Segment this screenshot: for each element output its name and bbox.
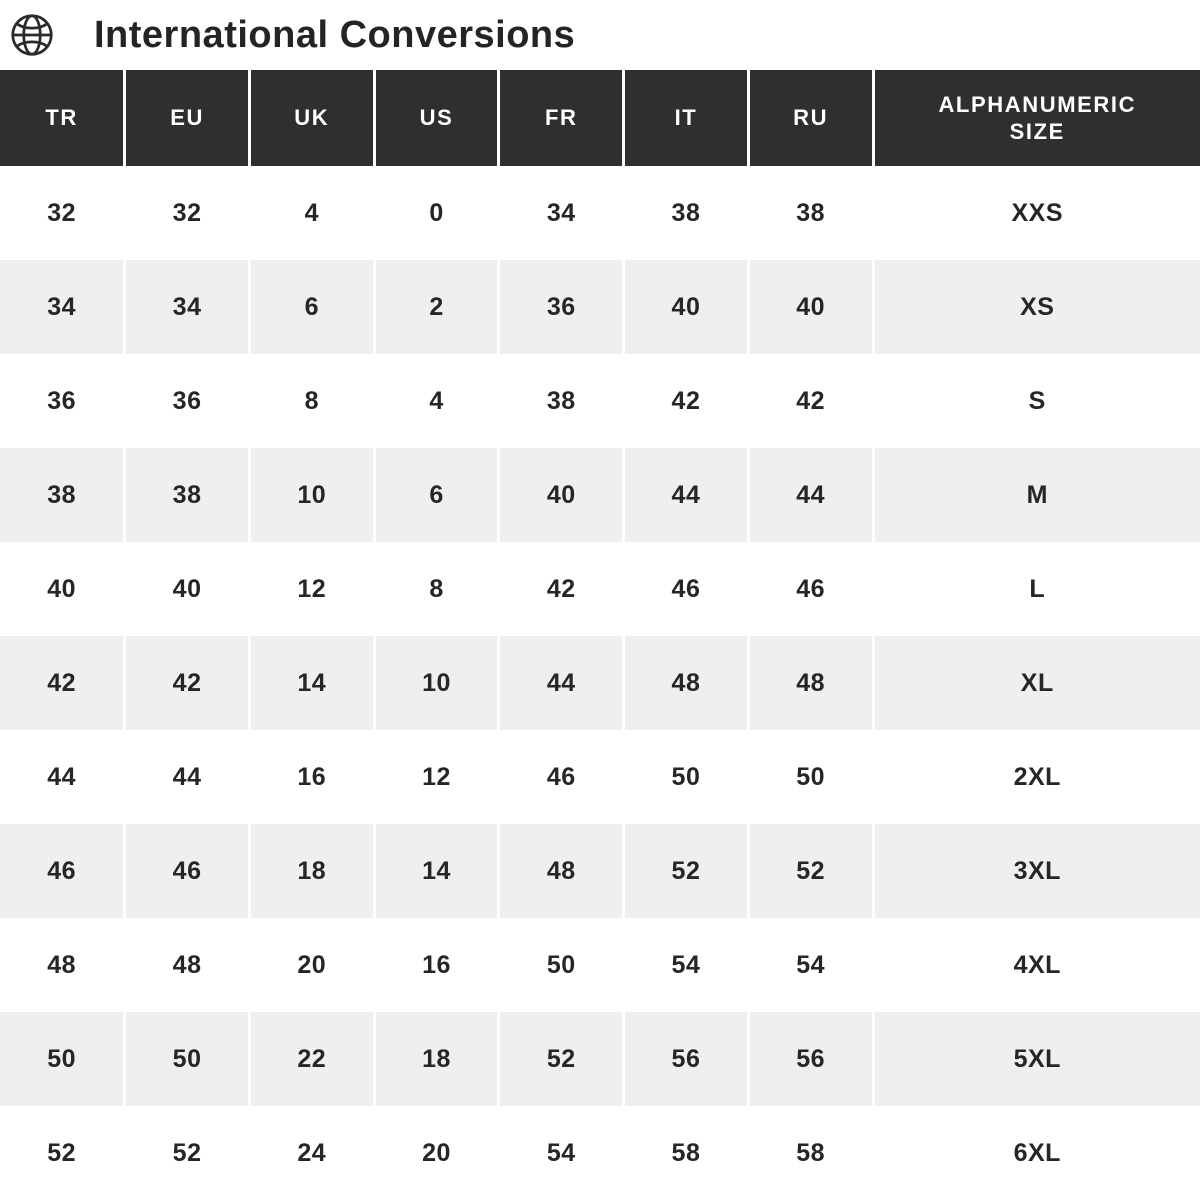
column-header-fr: FR xyxy=(499,70,624,166)
column-header-us: US xyxy=(374,70,499,166)
cell-uk: 20 xyxy=(249,918,374,1012)
cell-uk: 24 xyxy=(249,1106,374,1200)
cell-alpha: L xyxy=(873,542,1200,636)
cell-eu: 40 xyxy=(125,542,250,636)
table-row xyxy=(0,730,1200,824)
table-row xyxy=(0,542,1200,636)
cell-us: 18 xyxy=(374,1012,499,1106)
cell-tr: 38 xyxy=(0,448,125,542)
cell-us: 2 xyxy=(374,260,499,354)
cell-us: 20 xyxy=(374,1106,499,1200)
table-row xyxy=(0,1012,1200,1106)
page-header xyxy=(0,0,1200,70)
column-header-tr: TR xyxy=(0,70,125,166)
cell-it: 56 xyxy=(624,1012,749,1106)
cell-fr: 34 xyxy=(499,166,624,260)
cell-ru: 48 xyxy=(748,636,873,730)
cell-eu: 46 xyxy=(125,824,250,918)
cell-us: 8 xyxy=(374,542,499,636)
cell-fr: 38 xyxy=(499,354,624,448)
column-header-alphanumeric-line1: ALPHANUMERIC xyxy=(938,91,1137,117)
cell-uk: 10 xyxy=(249,448,374,542)
cell-eu: 50 xyxy=(125,1012,250,1106)
cell-uk: 16 xyxy=(249,730,374,824)
cell-tr: 44 xyxy=(0,730,125,824)
cell-ru: 38 xyxy=(748,166,873,260)
cell-ru: 52 xyxy=(748,824,873,918)
table-body xyxy=(0,166,1200,1200)
cell-ru: 58 xyxy=(748,1106,873,1200)
cell-tr: 50 xyxy=(0,1012,125,1106)
cell-ru: 44 xyxy=(748,448,873,542)
cell-ru: 42 xyxy=(748,354,873,448)
cell-it: 40 xyxy=(624,260,749,354)
table-row xyxy=(0,1106,1200,1200)
cell-eu: 42 xyxy=(125,636,250,730)
globe-icon xyxy=(10,13,94,57)
column-header-it: IT xyxy=(624,70,749,166)
cell-uk: 18 xyxy=(249,824,374,918)
cell-fr: 46 xyxy=(499,730,624,824)
table-header-row xyxy=(0,70,1200,166)
cell-it: 54 xyxy=(624,918,749,1012)
column-header-alphanumeric-line2: SIZE xyxy=(1009,119,1065,144)
cell-it: 50 xyxy=(624,730,749,824)
cell-us: 14 xyxy=(374,824,499,918)
cell-alpha: XL xyxy=(873,636,1200,730)
table-row xyxy=(0,636,1200,730)
cell-alpha: 4XL xyxy=(873,918,1200,1012)
column-header-ru: RU xyxy=(748,70,873,166)
cell-us: 4 xyxy=(374,354,499,448)
page-title: International Conversions xyxy=(94,13,576,56)
table-row xyxy=(0,918,1200,1012)
cell-ru: 40 xyxy=(748,260,873,354)
cell-alpha: 6XL xyxy=(873,1106,1200,1200)
cell-eu: 32 xyxy=(125,166,250,260)
cell-alpha: 3XL xyxy=(873,824,1200,918)
cell-us: 12 xyxy=(374,730,499,824)
cell-fr: 36 xyxy=(499,260,624,354)
cell-fr: 40 xyxy=(499,448,624,542)
cell-alpha: XXS xyxy=(873,166,1200,260)
cell-alpha: M xyxy=(873,448,1200,542)
cell-tr: 46 xyxy=(0,824,125,918)
cell-eu: 48 xyxy=(125,918,250,1012)
cell-it: 58 xyxy=(624,1106,749,1200)
cell-us: 6 xyxy=(374,448,499,542)
cell-alpha: 5XL xyxy=(873,1012,1200,1106)
cell-uk: 6 xyxy=(249,260,374,354)
cell-ru: 50 xyxy=(748,730,873,824)
cell-fr: 42 xyxy=(499,542,624,636)
cell-tr: 32 xyxy=(0,166,125,260)
cell-it: 44 xyxy=(624,448,749,542)
column-header-eu: EU xyxy=(125,70,250,166)
cell-tr: 36 xyxy=(0,354,125,448)
cell-uk: 4 xyxy=(249,166,374,260)
cell-tr: 48 xyxy=(0,918,125,1012)
cell-tr: 40 xyxy=(0,542,125,636)
cell-uk: 14 xyxy=(249,636,374,730)
cell-fr: 44 xyxy=(499,636,624,730)
table-row xyxy=(0,824,1200,918)
cell-fr: 52 xyxy=(499,1012,624,1106)
column-header-uk: UK xyxy=(249,70,374,166)
cell-it: 38 xyxy=(624,166,749,260)
cell-eu: 52 xyxy=(125,1106,250,1200)
cell-ru: 54 xyxy=(748,918,873,1012)
table-row xyxy=(0,448,1200,542)
cell-alpha: S xyxy=(873,354,1200,448)
cell-tr: 52 xyxy=(0,1106,125,1200)
cell-eu: 38 xyxy=(125,448,250,542)
cell-alpha: 2XL xyxy=(873,730,1200,824)
table-row xyxy=(0,354,1200,448)
table-row xyxy=(0,166,1200,260)
cell-it: 46 xyxy=(624,542,749,636)
cell-it: 48 xyxy=(624,636,749,730)
cell-it: 52 xyxy=(624,824,749,918)
cell-tr: 34 xyxy=(0,260,125,354)
size-conversion-table xyxy=(0,70,1200,1200)
cell-fr: 54 xyxy=(499,1106,624,1200)
cell-eu: 44 xyxy=(125,730,250,824)
table-row xyxy=(0,260,1200,354)
cell-us: 10 xyxy=(374,636,499,730)
cell-ru: 46 xyxy=(748,542,873,636)
cell-fr: 48 xyxy=(499,824,624,918)
cell-uk: 12 xyxy=(249,542,374,636)
cell-eu: 34 xyxy=(125,260,250,354)
cell-fr: 50 xyxy=(499,918,624,1012)
cell-uk: 8 xyxy=(249,354,374,448)
cell-tr: 42 xyxy=(0,636,125,730)
cell-ru: 56 xyxy=(748,1012,873,1106)
cell-uk: 22 xyxy=(249,1012,374,1106)
cell-us: 0 xyxy=(374,166,499,260)
cell-eu: 36 xyxy=(125,354,250,448)
cell-us: 16 xyxy=(374,918,499,1012)
column-header-alphanumeric-size xyxy=(873,70,1200,166)
cell-it: 42 xyxy=(624,354,749,448)
cell-alpha: XS xyxy=(873,260,1200,354)
